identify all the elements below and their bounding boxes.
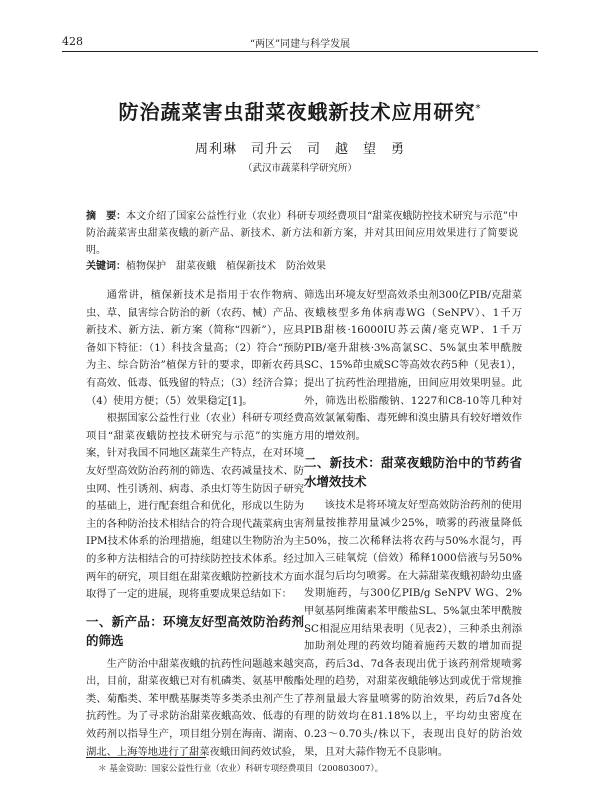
body-paragraph: 该技术是将环境友好型高效防治药剂的使用剂量按推荐用量减少25%，喷雾的药液量降低50%，按二次稀释法将农药与50%水混匀，再加入三硅氧烷（倍效）稀释1000倍液与另50%水混匀后均匀喷雾。在大蒜甜菜夜蛾初龄幼虫盛发期施药，与300亿PIB/g SeNPV WG、2%甲氨基阿维菌素苯甲酸盐SL、5%氯虫苯甲酰胺SC相混应用结果表明（见表2），三种杀虫剂添加助剂处理的药效均随着施药天数的增加而提高，药后3d、7d各表现出优于该药剂常规喷雾处理的趋势，对甜菜夜蛾能够达到或优于常规推荐剂量最大容量喷雾的防治效果，药后7d各处理的防效均在81.18%以上，平均幼虫密度在0.23～0.70头/株以下，表现出良好的防治效果，且对大蒜作物无不良影响。 bbox=[304, 499, 522, 758]
body-paragraph: 通常讲，植保新技术是指用于农作物病、虫、草、鼠害综合防治的新（农药、械）产品、新技术、新方法、新方案（简称“四新”），应具备如下特征：（1）科技含量高；（2）符合“预防为主、综合防治”植保方针的要求，即新农药具有高效、低毒、低残留的特点；（3）经济合算；（4）使用方便；（5）效果稳定[1]。 bbox=[86, 289, 304, 407]
funding-footnote: ＊ 基金资助：国家公益性行业（农业）科研专项经费项目（200803007）。 bbox=[98, 764, 384, 774]
title-footnote-mark: * bbox=[475, 103, 482, 115]
page-header bbox=[0, 0, 600, 56]
abstract-label: 摘 要： bbox=[86, 211, 127, 222]
section-heading-2: 二、新技术：甜菜夜蛾防治中的节药省水增效技术 bbox=[304, 455, 522, 490]
keywords bbox=[86, 257, 518, 272]
body-paragraph: 根据国家公益性行业（农业）科研专项经费项目“甜菜夜蛾防控技术研究与示范”的实施方案，针对我国不同地区蔬菜生产特点，在对环境友好型高效防治药剂的筛选、农药减量技术、防虫网、性引诱剂、病毒、杀虫灯等生防因子研究的基础上，进行配套组合和优化，形成以生防为主的各种防治技术相结合的符合现代蔬菜病虫害IPM技术体系的治理措施，组建以生物防治为主的多种方法相结合的可持续防控技术体系。经过两年的研究，项目组在甜菜夜蛾防控新技术方面取得了一定的进展，现将重要成果总结如下： bbox=[86, 412, 304, 601]
section-heading-1: 一、新产品：环境友好型高效防治药剂的筛选 bbox=[86, 613, 304, 648]
paper-title bbox=[40, 96, 560, 125]
journal-running-title: “两区”同建与科学发展 bbox=[249, 39, 351, 50]
footnote-rule bbox=[86, 757, 206, 758]
body-paragraph: 筛选出环境友好型高效杀虫剂300亿PIB/克甜菜夜蛾核型多角体病毒WG（SeNPV）、1千万PIB甜核·16000IU苏云菌/毫克WP、1千万PIB/毫升甜核·3%高氯SC、5%氯虫苯甲酰胺SC、15%茚虫威SC等高效农药5种（见表1），提出了抗药性治理措施，田间应用效果明显。此外，筛选出松脂酸钠、1227和C8-10等几种対高效氯氰菊酯、毒死蜱和溴虫腈具有较好增效作用的增效剂。 bbox=[304, 289, 522, 442]
page-number: 428 bbox=[62, 35, 83, 48]
body-paragraph: 生产防治中甜菜夜蛾的抗药性问题越来越突出，目前，甜菜夜蛾已对有机磷类、氨基甲酸酯类、菊酯类、苯甲酰基脲类等多类杀虫剂产生了抗药性。为了寻求防治甜菜夜蛾高效、低毒的有效药剂以指导生产，项目组分别在海南、湖南、湖北、上海等地进行了甜菜夜蛾田间药效试验， bbox=[86, 657, 304, 758]
affiliation: （武汉市蔬菜科学研究所） bbox=[242, 163, 357, 174]
keywords-text: 植物保护 甜菜夜蛾 植保新技术 防治效果 bbox=[126, 261, 326, 272]
keywords-label: 关键词： bbox=[86, 261, 126, 272]
right-column bbox=[304, 287, 522, 761]
abstract bbox=[86, 208, 518, 259]
header-rule bbox=[62, 51, 538, 52]
abstract-text: 本文介绍了国家公益性行业（农业）科研专项经费项目“甜菜夜蛾防控技术研究与示范”中防治蔬菜害虫甜菜夜蛾的新产品、新技术、新方法和新方案，并对其田间应用效果进行了简要说明。 bbox=[86, 211, 518, 256]
paper-title-text: 防治蔬菜害虫甜菜夜蛾新技术应用研究 bbox=[118, 100, 476, 124]
author-list: 周利琳 司升云 司 越 望 勇 bbox=[194, 142, 405, 157]
left-column bbox=[86, 287, 304, 761]
